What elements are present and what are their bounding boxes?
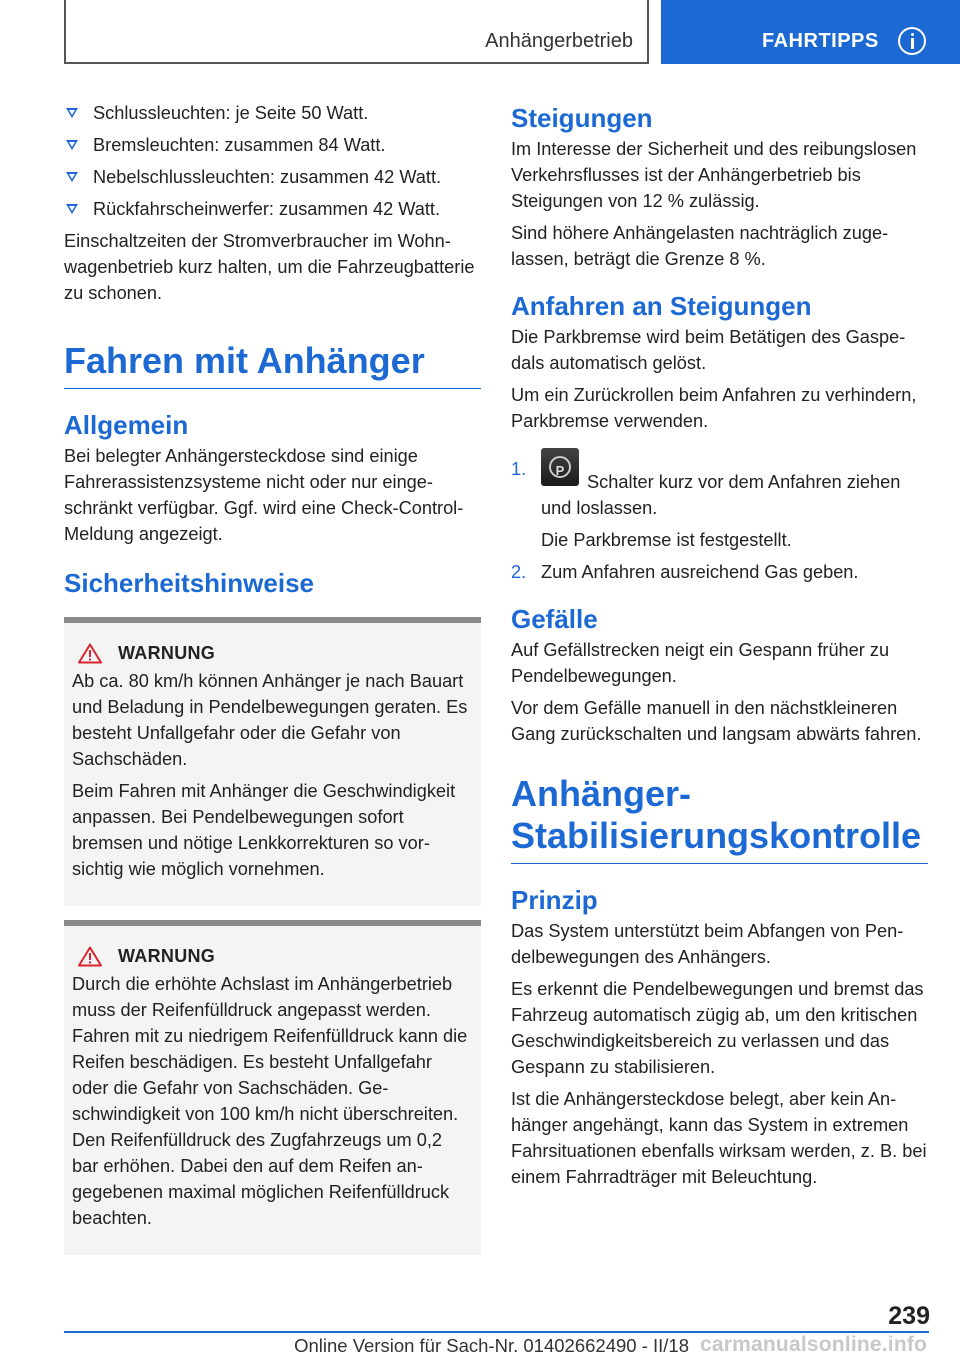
warning-triangle-icon bbox=[78, 946, 102, 967]
warning-title: WARNUNG bbox=[118, 946, 216, 966]
warning-header bbox=[72, 643, 473, 664]
warning-text: Beim Fahren mit Anhänger die Geschwindigkeit anpassen. Bei Pendelbewegungen sofort bremsen und nötige Lenkkorrekturen so vorsichtig wie möglich vornehmen. bbox=[72, 781, 456, 879]
prinzip-paragraph: Ist die Anhängersteckdose belegt, aber kein Anhänger angehängt, kann das System in extremen Fahrsituationen ebenfalls wirksam werden, z. B. bei einem Fahrradträger mit Beleuchtung. bbox=[511, 1089, 927, 1187]
list-item: Bremsleuchten: zusammen 84 Watt. bbox=[64, 132, 481, 158]
anfahren-paragraph: Um ein Zurückrollen beim Anfahren zu verhindern, Parkbremse verwenden. bbox=[511, 385, 917, 431]
step-number: 1. bbox=[511, 459, 527, 479]
list-item bbox=[511, 456, 928, 553]
prinzip-paragraph: Das System unterstützt beim Abfangen von Pendelbewegungen des Anhängers. bbox=[511, 921, 904, 967]
triangle-bullet-icon bbox=[66, 140, 78, 150]
step-list bbox=[511, 456, 928, 585]
step-text: Schalter kurz vor dem Anfahren ziehen und loslassen. bbox=[541, 472, 901, 518]
footer-online-version: Online Version für Sach-Nr. 01402662490 - II/18 bbox=[294, 1335, 689, 1356]
list-item bbox=[511, 559, 928, 585]
subheading-anfahren: Anfahren an Steigungen bbox=[511, 291, 812, 321]
header-section-title: Anhängerbetrieb bbox=[485, 30, 633, 52]
battery-paragraph: Einschaltzeiten der Stromverbraucher im Wohnwagenbetrieb kurz halten, um die Fahrzeugbatterie zu schonen. bbox=[64, 231, 475, 303]
right-column bbox=[511, 100, 928, 1196]
steigungen-paragraph: Im Interesse der Sicherheit und des reibungslosen Verkehrsflusses ist der Anhängerbetrieb bis Steigungen von 12 % zulässig. bbox=[511, 139, 917, 211]
warning-box bbox=[64, 920, 481, 1255]
subheading-steigungen: Steigungen bbox=[511, 103, 653, 133]
gefaelle-paragraph: Auf Gefällstrecken neigt ein Gespann früher zu Pendelbewegungen. bbox=[511, 640, 890, 686]
info-icon[interactable] bbox=[898, 27, 926, 55]
allgemein-paragraph: Bei belegter Anhängersteckdose sind einige Fahrerassistenzsysteme nicht oder nur eingeschränkt verfügbar. Ggf. wird eine Check-Control-Meldung angezeigt. bbox=[64, 446, 464, 544]
gefaelle-paragraph: Vor dem Gefälle manuell in den nächstkleineren Gang zurückschalten und langsam abwärts fahren. bbox=[511, 698, 922, 744]
subheading-gefaelle: Gefälle bbox=[511, 604, 598, 634]
header-section-tab bbox=[64, 0, 649, 64]
step-subtext: Die Parkbremse ist festgestellt. bbox=[541, 530, 792, 550]
section-title-stabilisierungskontrolle: Anhänger- Stabilisierungskontrolle bbox=[511, 773, 928, 864]
warning-text: Ab ca. 80 km/h können Anhänger je nach Bauart und Beladung in Pendelbewegungen geraten. Es besteht Unfallgefahr oder die Gefahr von Sachschäden. bbox=[72, 671, 468, 769]
triangle-bullet-icon bbox=[66, 108, 78, 118]
page-number: 239 bbox=[888, 1302, 930, 1330]
subheading-prinzip: Prinzip bbox=[511, 885, 598, 915]
warning-triangle-icon bbox=[78, 643, 102, 664]
warning-text: Durch die erhöhte Achslast im Anhängerbetrieb muss der Reifenfülldruck angepasst werden. Fahren mit zu niedrigem Reifenfülldruck kann die Reifen beschädigen. Es besteht Unfallgefahr oder die Gefahr von Sachschäden. Geschwindigkeit von 100 km/h nicht überschreiten. Den Reifenfülldruck des Zugfahrzeugs um 0,2 bar erhöhen. Dabei den auf dem Reifen angegebenen maximal möglichen Reifenfülldruck beachten. bbox=[72, 974, 468, 1228]
steigungen-paragraph: Sind höhere Anhängelasten nachträglich zugelassen, beträgt die Grenze 8 %. bbox=[511, 223, 889, 269]
header-chapter-tab[interactable] bbox=[661, 0, 960, 64]
subheading-sicherheitshinweise: Sicherheitshinweise bbox=[64, 568, 314, 598]
wattage-list bbox=[64, 100, 481, 222]
section-title-fahren-mit-anhaenger: Fahren mit Anhänger bbox=[64, 340, 481, 389]
triangle-bullet-icon bbox=[66, 204, 78, 214]
watermark: carmanualsonline.info bbox=[700, 1333, 928, 1356]
step-number: 2. bbox=[511, 562, 527, 582]
warning-title: WARNUNG bbox=[118, 643, 216, 663]
warning-box bbox=[64, 617, 481, 906]
left-column bbox=[64, 100, 481, 1269]
list-item: Nebelschlussleuchten: zusammen 42 Watt. bbox=[64, 164, 481, 190]
prinzip-paragraph: Es erkennt die Pendelbewegungen und bremst das Fahrzeug automatisch zügig ab, um den kritischen Geschwindigkeitsbereich zu verlassen und das Gespann zu stabilisieren. bbox=[511, 979, 924, 1077]
list-item: Schlussleuchten: je Seite 50 Watt. bbox=[64, 100, 481, 126]
parking-brake-switch-icon: P bbox=[541, 448, 579, 486]
subheading-allgemein: Allgemein bbox=[64, 410, 189, 440]
step-text: Zum Anfahren ausreichend Gas geben. bbox=[541, 562, 859, 582]
warning-header bbox=[72, 946, 473, 967]
list-item: Rückfahrscheinwerfer: zusammen 42 Watt. bbox=[64, 196, 481, 222]
anfahren-paragraph: Die Parkbremse wird beim Betätigen des Gaspedals automatisch gelöst. bbox=[511, 327, 906, 373]
triangle-bullet-icon bbox=[66, 172, 78, 182]
header-chapter-title: FAHRTIPPS bbox=[762, 30, 879, 52]
